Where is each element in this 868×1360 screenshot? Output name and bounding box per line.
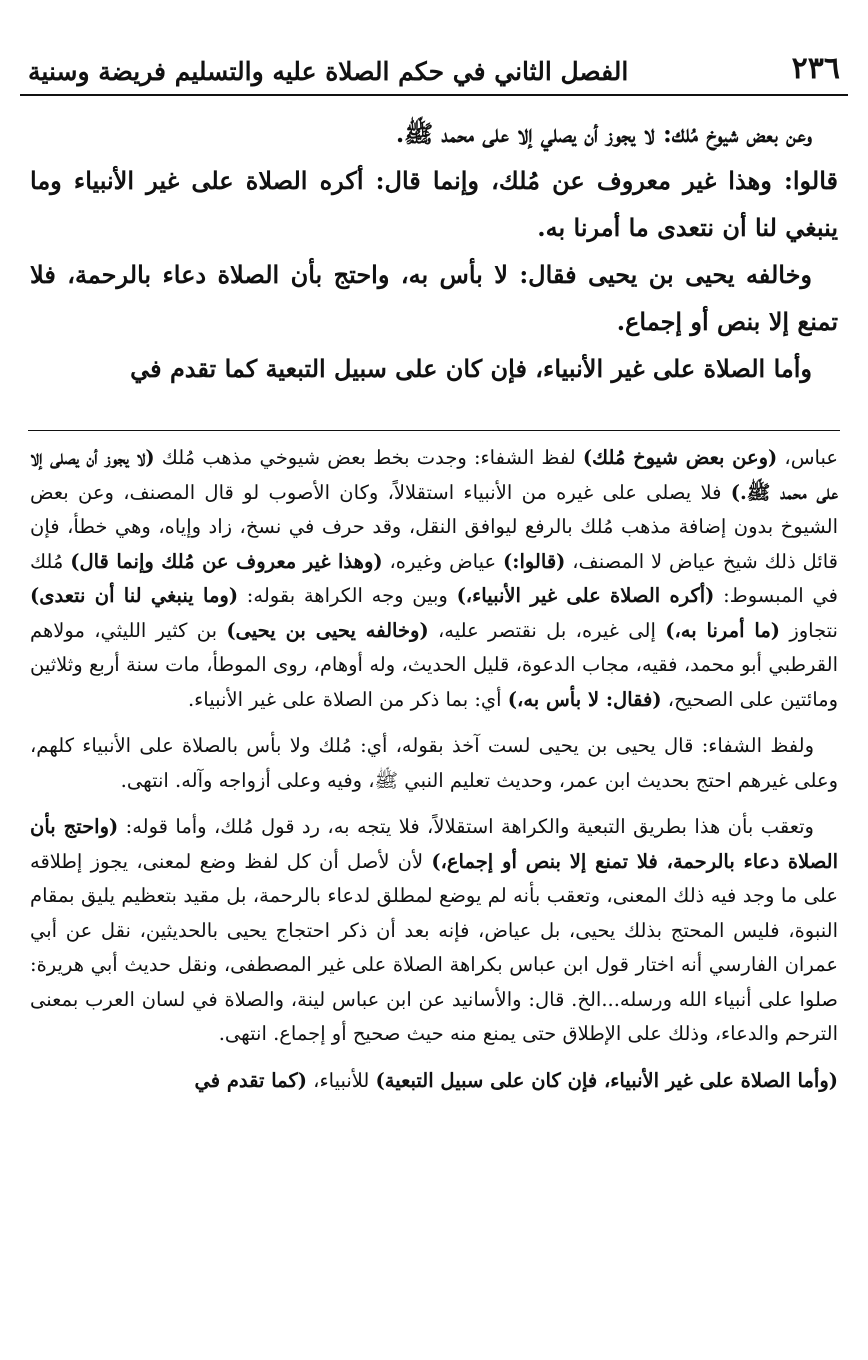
running-head — [20, 0, 848, 96]
quoted-main-text: (كما تقدم في — [194, 1068, 307, 1092]
commentary-divider — [28, 430, 840, 431]
commentary-paragraph — [30, 1064, 838, 1099]
commentary-text: وبين وجه الكراهة بقوله: — [238, 584, 457, 607]
commentary-text: مُلك في المبسوط: — [30, 549, 838, 607]
commentary-text: للأنبياء، — [306, 1068, 376, 1092]
quoted-main-text: (وعن بعض شيوخ مُلك) — [582, 446, 778, 469]
quoted-main-text: (وأما الصلاة على غير الأنبياء، فإن كان على سبيل التبعية) — [375, 1068, 838, 1092]
commentary-text: لأن لأصل أن كل لفظ وضع لمعنى، يجوز إطلاقه على ما وجد فيه ذلك المعنى، وتعقب بأنه لم يوضع لمطلق لدعاء بالرحمة، بل مقيد بتعظيم يليق بمقام النبوة، فليس المحتج بذلك يحيى، بل عياض، فإنه بعد أن ذكر احتجاج يحيى بالحديثين، نقل عن أبي عمران الفارسي أنه اختار قول ابن عباس بكراهة الصلاة على غير المصطفى، ونقل حديث أبي هريرة: صلوا على أنبياء الله ورسله...الخ. قال: والأسانيد عن ابن عباس لينة، والصلاة في لسان العرب بمعنى الترحم والدعاء، وذلك على الإطلاق حتى يمنع منه حيث صحيح أو إجماع. انتهى. — [30, 849, 838, 1045]
quoted-main-text: (وخالفه يحيى بن يحيى) — [226, 618, 429, 642]
page-number: ٢٣٦ — [791, 51, 840, 86]
main-paragraph: وعن بعض شيوخ مُلك: لا يجوز أن يصلي إلا على محمد ﷺ. — [395, 119, 812, 148]
commentary-text: أي: بما ذكر من الصلاة على غير الأنبياء. — [187, 687, 508, 711]
quoted-main-text: (وهذا غير معروف عن مُلك وإنما قال) — [70, 549, 383, 573]
commentary-text: فلا يصلى على غيره من الأنبياء استقلالاً، وكان الأصوب لو قال المصنف، وعن بعض الشيوخ بدون إضافة مذهب مُلك بالرفع ليوافق النقل، وقد حرف في نسخ، زاد وإياه، وهي خطأ، فإن قائل ذلك شيخ عياض لا المصنف، — [30, 480, 838, 573]
commentary-text: نتجاوز — [780, 618, 838, 642]
commentary-text: وتعقب بأن هذا بطريق التبعية والكراهة استقلالاً، فلا يتجه به، رد قول مُلك، وأما قوله: — [118, 815, 814, 838]
commentary-paragraph — [30, 810, 838, 1052]
commentary-text: عياض وغيره، — [382, 549, 504, 573]
quoted-main-text: (لا يجوز أن يصلى إلا على محمد ﷺ.) — [30, 446, 838, 504]
main-paragraph: قالوا: وهذا غير معروف عن مُلك، وإنما قال: أكره الصلاة على غير الأنبياء وما ينبغي لنا أن نتعدى ما أمرنا به. — [30, 166, 838, 242]
quoted-main-text: (فقال: لا بأس به،) — [507, 687, 662, 711]
quoted-main-text: (قالوا:) — [503, 549, 566, 573]
quoted-main-text: (أكره الصلاة على غير الأنبياء،) — [456, 584, 715, 607]
commentary-paragraph: ولفظ الشفاء: قال يحيى بن يحيى لست آخذ بقوله، أي: مُلك ولا بأس بالصلاة على الأنبياء كلهم، وعلى غيرهم احتج بحديث ابن عمر، وحديث تعليم النبي ﷺ، وفيه وعلى أزواجه وآله. انتهى. — [30, 734, 838, 792]
commentary-text: عباس، — [777, 446, 838, 469]
quoted-main-text: (واحتج بأن الصلاة دعاء بالرحمة، فلا تمنع إلا بنص أو إجماع،) — [30, 815, 839, 873]
main-paragraph: وخالفه يحيى بن يحيى فقال: لا بأس به، واحتج بأن الصلاة دعاء بالرحمة، فلا تمنع إلا بنص أو إجماع. — [30, 260, 838, 336]
quoted-main-text: (ما أمرنا به،) — [665, 618, 781, 642]
commentary-paragraph — [30, 441, 838, 717]
commentary — [20, 441, 848, 1098]
quoted-main-text: (وما ينبغي لنا أن نتعدى) — [30, 584, 239, 607]
commentary-text: لفظ الشفاء: وجدت بخط بعض شيوخي مذهب مُلك — [154, 446, 583, 469]
commentary-text: بن كثير الليثي، مولاهم القرطبي أبو محمد، فقيه، مجاب الدعوة، قليل الحديث، وله أوهام، روى الموطأ، مات سنة أربع وثلاثين ومائتين على الصحيح، — [30, 618, 838, 711]
chapter-title: الفصل الثاني في حكم الصلاة عليه والتسليم فريضة وسنية — [28, 57, 629, 86]
main-paragraph: وأما الصلاة على غير الأنبياء، فإن كان على سبيل التبعية كما تقدم في — [130, 354, 812, 383]
main-text — [20, 96, 848, 392]
commentary-text: إلى غيره، بل نقتصر عليه، — [428, 618, 666, 642]
